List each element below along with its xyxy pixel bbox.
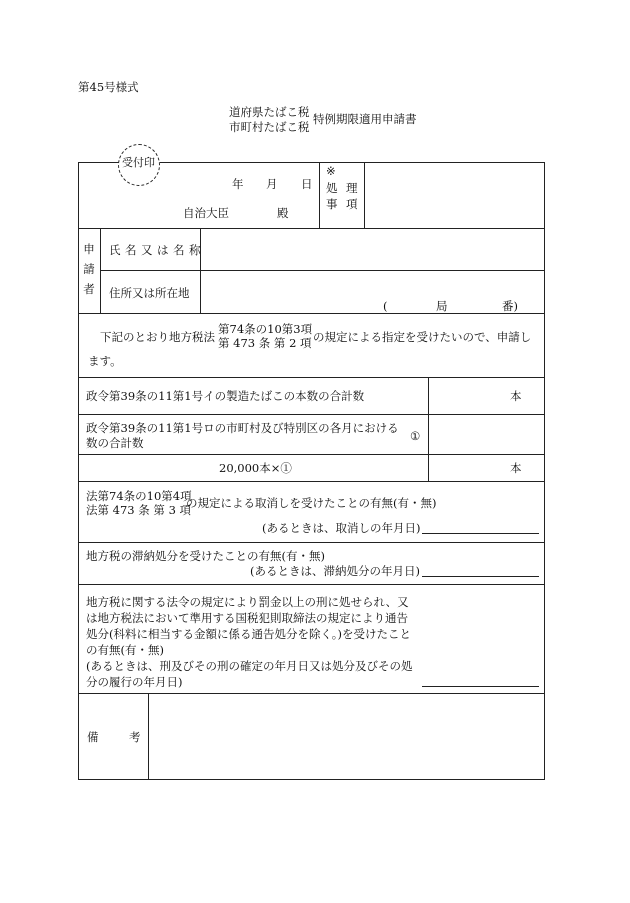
row2-line1: 政令第39条の11第1号ロの市町村及び特別区の各月における <box>86 421 399 435</box>
request-law-line2: 第 473 条 第 2 項 <box>218 336 312 350</box>
processing-char-3: 事 <box>326 197 338 211</box>
processing-char-2: 理 <box>346 181 358 195</box>
divider-request-top <box>78 313 545 314</box>
row6-line2: は地方税法において準用する国税犯則取締法の規定により通告 <box>86 611 408 625</box>
title-suffix: 特例期限適用申請書 <box>313 112 417 126</box>
address-label: 住所又は所在地 <box>109 286 190 300</box>
request-post: の規定による指定を受けたいので、申請し <box>313 330 532 344</box>
row4-sub: (あるときは、取消しの年月日) <box>262 521 421 535</box>
row1-unit: 本 <box>510 389 522 403</box>
divider-row4-top <box>78 481 545 482</box>
divider-row2-top <box>78 414 545 415</box>
remarks-char-1: 備 <box>87 730 99 744</box>
date-year: 年 <box>232 177 244 191</box>
row6-date-blank[interactable] <box>422 686 539 687</box>
phone-station: 局 <box>436 299 448 313</box>
row6-line5: (あるときは、刑及びその刑の確定の年月日又は処分及びその処 <box>86 659 413 673</box>
date-month: 月 <box>266 177 278 191</box>
processing-char-1: 処 <box>326 181 338 195</box>
value-column-divider <box>428 377 429 481</box>
request-line2: ます。 <box>88 354 122 368</box>
row4-law1: 法第74条の10第4項 <box>86 489 192 503</box>
divider-applicant-mid <box>100 270 545 271</box>
processing-mark: ※ <box>326 164 336 178</box>
divider-row6-top <box>78 584 545 585</box>
divider-applicant-top <box>78 228 545 229</box>
reception-stamp-label: 受付印 <box>122 156 155 169</box>
date-day: 日 <box>301 177 313 191</box>
row6-line1: 地方税に関する法令の規定により罰金以上の刑に処せられ、又 <box>86 595 409 609</box>
row6-line6: 分の履行の年月日) <box>86 675 183 689</box>
title-line2: 市町村たばこ税 <box>229 120 310 134</box>
row2-line2: 数の合計数 <box>86 436 144 450</box>
row4-law2: 法第 473 条 第 3 項 <box>86 503 192 517</box>
processing-divider-left <box>319 162 320 228</box>
title-line1: 道府県たばこ税 <box>229 105 310 119</box>
remarks-divider <box>148 693 149 780</box>
phone-number: 番) <box>502 299 518 313</box>
divider-row3-top <box>78 454 545 455</box>
request-pre: 下記のとおり地方税法 <box>100 330 215 344</box>
request-law-line1: 第74条の10第3項 <box>218 322 313 336</box>
row3-unit: 本 <box>510 461 522 475</box>
row5-line1: 地方税の滞納処分を受けたことの有無(有・無) <box>86 549 325 563</box>
row6-line3: 処分(科料に相当する金額に係る通告処分を除く。)を受けたこと <box>86 627 411 641</box>
applicant-side-label: 申請者 <box>83 242 95 296</box>
row5-date-blank[interactable] <box>422 576 539 577</box>
remarks-char-2: 考 <box>129 730 141 744</box>
divider-row1-top <box>78 377 545 378</box>
row4-date-blank[interactable] <box>422 533 539 534</box>
row4-text: の規定による取消しを受けたことの有無(有・無) <box>186 496 437 510</box>
row5-line2: (あるときは、滞納処分の年月日) <box>250 564 420 578</box>
phone-open: ( <box>383 299 388 313</box>
processing-divider-right <box>364 162 365 228</box>
honorific: 殿 <box>277 206 289 220</box>
divider-row5-top <box>78 542 545 543</box>
row3-label: 20,000本×① <box>219 461 292 475</box>
processing-char-4: 項 <box>346 197 358 211</box>
addressee: 自治大臣 <box>183 206 229 220</box>
row6-line4: の有無(有・無) <box>86 643 164 657</box>
name-label: 氏名又は名称 <box>109 243 205 257</box>
form-number: 第45号様式 <box>78 80 139 94</box>
row1-label: 政令第39条の11第1号イの製造たばこの本数の合計数 <box>86 389 365 403</box>
row2-mark: ① <box>410 429 421 443</box>
